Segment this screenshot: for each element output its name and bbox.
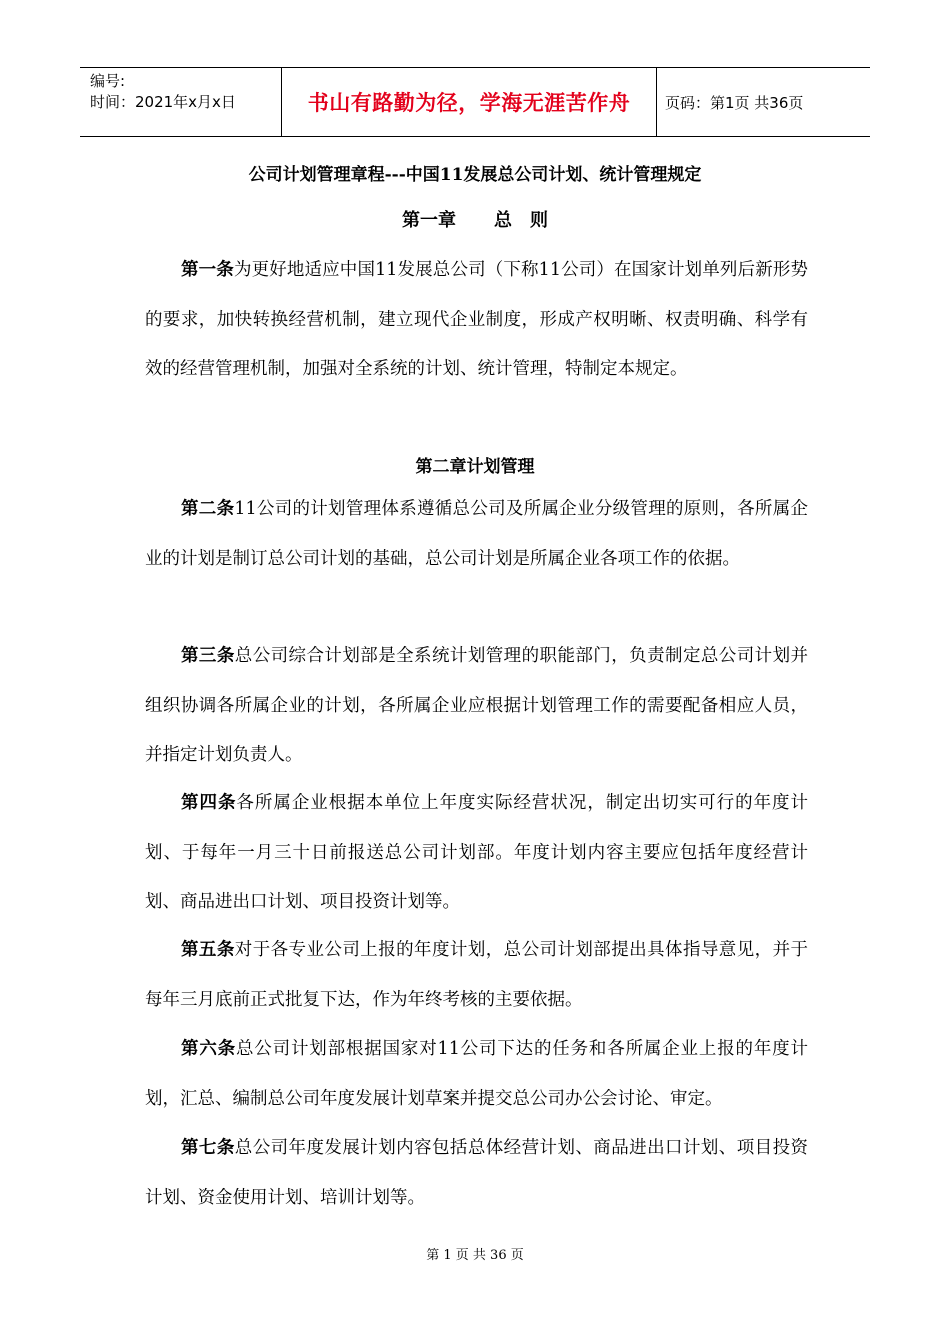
article-label: 第五条 <box>181 940 235 960</box>
article-5 <box>145 926 808 1025</box>
header-page-info: 页码：第1页 共36页 <box>665 93 804 112</box>
header-motto: 书山有路勤为径，学海无涯苦作舟 <box>307 91 631 115</box>
chapter-2-heading: 第二章计划管理 <box>415 457 535 477</box>
chapter-1-number: 第一章 <box>402 210 456 231</box>
article-label: 第七条 <box>181 1138 235 1158</box>
document-time-label: 时间：2021年x月x日 <box>90 93 236 111</box>
article-label: 第一条 <box>181 260 234 280</box>
article-text: 总公司年度发展计划内容包括总体经营计划、商品进出口计划、项目投资计划、资金使用计划、培训计划等。 <box>145 1138 808 1208</box>
page-header <box>80 67 870 137</box>
article-text: 11公司的计划管理体系遵循总公司及所属企业分级管理的原则，各所属企业的计划是制订总公司计划的基础，总公司计划是所属企业各项工作的依据。 <box>145 499 808 569</box>
article-text: 对于各专业公司上报的年度计划，总公司计划部提出具体指导意见，并于每年三月底前正式批复下达，作为年终考核的主要依据。 <box>145 940 808 1010</box>
article-2 <box>145 485 808 584</box>
article-3 <box>145 632 808 781</box>
article-6 <box>145 1025 808 1124</box>
article-7 <box>145 1124 808 1223</box>
document-title: 公司计划管理章程---中国11发展总公司计划、统计管理规定 <box>248 165 702 185</box>
article-text: 总公司综合计划部是全系统计划管理的职能部门，负责制定总公司计划并组织协调各所属企业的计划，各所属企业应根据计划管理工作的需要配备相应人员，并指定计划负责人。 <box>145 646 808 765</box>
chapter-1-heading <box>0 206 950 232</box>
article-4 <box>145 779 808 928</box>
article-text: 为更好地适应中国11发展总公司（下称11公司）在国家计划单列后新形势的要求，加快转换经营机制，建立现代企业制度，形成产权明晰、权责明确、科学有效的经营管理机制，加强对全系统的计划、统计管理，特制定本规定。 <box>145 260 808 379</box>
header-motto-cell <box>281 68 657 136</box>
article-label: 第六条 <box>181 1039 236 1059</box>
chapter-1-title-part-2: 则 <box>530 210 548 231</box>
article-label: 第四条 <box>181 793 237 813</box>
article-label: 第二条 <box>181 499 235 519</box>
chapter-1-title-part-1: 总 <box>494 210 512 231</box>
article-label: 第三条 <box>181 646 235 666</box>
document-number-label: 编号: <box>90 72 126 90</box>
article-text: 总公司计划部根据国家对11公司下达的任务和各所属企业上报的年度计划，汇总、编制总公司年度发展计划草案并提交总公司办公会讨论、审定。 <box>145 1039 808 1109</box>
article-text: 各所属企业根据本单位上年度实际经营状况，制定出切实可行的年度计划、于每年一月三十日前报送总公司计划部。年度计划内容主要应包括年度经营计划、商品进出口计划、项目投资计划等。 <box>145 793 809 912</box>
page-footer: 第 1 页 共 36 页 <box>426 1248 524 1263</box>
header-meta <box>80 68 281 136</box>
article-1 <box>145 246 808 395</box>
